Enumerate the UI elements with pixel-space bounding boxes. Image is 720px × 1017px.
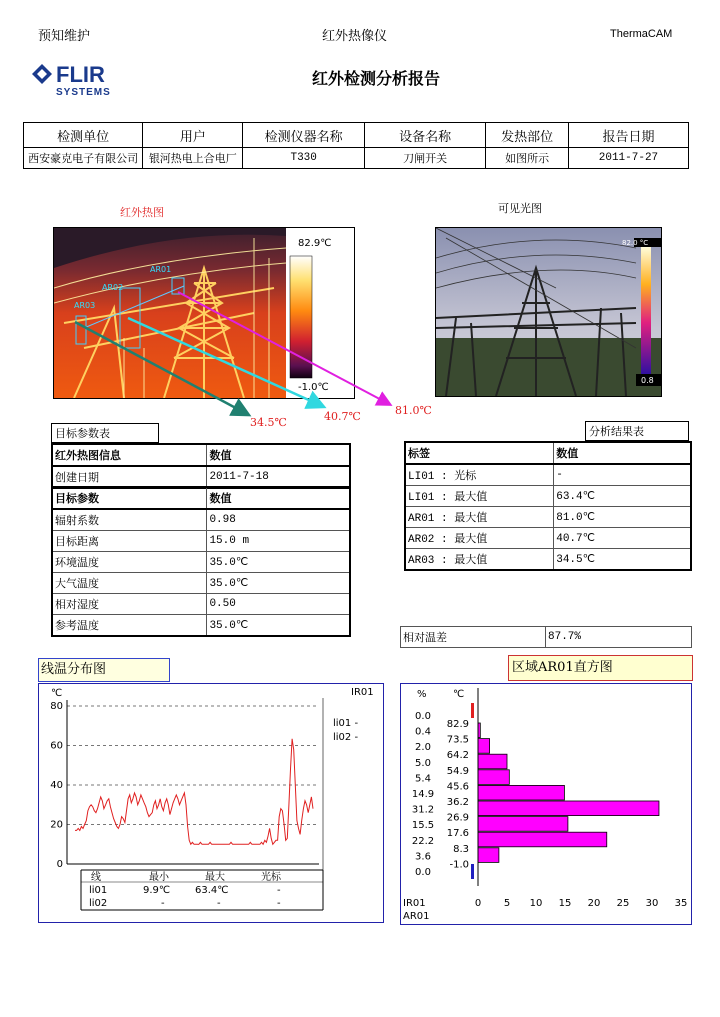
info-value-cell: 如图所示 (486, 148, 569, 169)
ir-label-ar01: AR01 (150, 265, 172, 274)
histogram-temp-label: 45.6 (446, 781, 469, 793)
results-cell: AR02 : 最大值 (405, 528, 554, 549)
params2-row (52, 531, 350, 552)
visible-light-picture (436, 228, 661, 396)
histogram-xticks (475, 898, 688, 909)
ir-label-ar02: AR02 (102, 283, 124, 292)
stats-cell: - (277, 885, 281, 896)
stats-cell: li02 (89, 898, 108, 909)
stats-cell: 63.4℃ (195, 885, 229, 896)
params2-row (52, 615, 350, 637)
histogram-pct-label: 3.6 (415, 851, 431, 863)
arrow-ar03 (75, 322, 247, 414)
line-chart-ir-label: IR01 (351, 687, 374, 698)
line-chart-ytick: 40 (50, 780, 63, 791)
histogram-xtick: 5 (503, 898, 511, 909)
histogram-temp-labels (447, 719, 469, 870)
stats-header: 线 (91, 872, 101, 883)
histogram-bar (478, 770, 509, 785)
histogram-pct-label: 0.0 (415, 867, 431, 878)
histogram-pct-label: 31.2 (411, 804, 435, 816)
ir-scale-max: 82.9℃ (298, 238, 332, 249)
params2-cell: 参考温度 (52, 615, 207, 637)
stats-cell: 9.9℃ (143, 885, 171, 896)
stats-header: 最小 (149, 872, 169, 883)
info-value-cell: 西安豪克电子有限公司 (24, 148, 143, 169)
histogram-temp-label: 82.9 (446, 719, 469, 730)
histogram-bar (478, 739, 490, 754)
params1-cell: 数值 (207, 444, 350, 466)
params-table-1-body (52, 444, 350, 488)
histogram-xtick: 25 (616, 898, 630, 909)
params2-cell: 15.0 m (207, 531, 350, 552)
histogram-xtick: 10 (529, 898, 543, 909)
histogram-footer-ir: IR01 (403, 898, 426, 909)
histogram-temp-label: 64.2 (446, 750, 469, 762)
results-cell: 40.7℃ (554, 528, 691, 549)
svg-text:SYSTEMS: SYSTEMS (56, 87, 111, 98)
histogram-frame (400, 683, 692, 925)
histogram-temp-label: 54.9 (446, 765, 469, 777)
results-cell: - (554, 464, 691, 486)
relative-diff-table (400, 626, 692, 648)
results-row (405, 464, 691, 486)
info-header-cell: 用户 (143, 123, 243, 148)
page-title: 红外检测分析报告 (312, 69, 441, 88)
results-cell: LI01 : 最大值 (405, 486, 554, 507)
histogram-pct-label: 2.0 (415, 742, 431, 754)
ir-image-caption: 红外热图 (120, 206, 164, 219)
params2-row (52, 487, 350, 509)
results-cell: 标签 (405, 442, 554, 464)
histogram-xtick: 30 (645, 898, 659, 909)
params2-row (52, 552, 350, 573)
histogram-bars (478, 723, 659, 862)
line-chart-ytick: 0 (56, 859, 63, 870)
visible-scale-min: 0.8 (641, 376, 654, 385)
results-box-title: 分析结果表 (585, 421, 689, 441)
params2-cell: 35.0℃ (207, 573, 350, 594)
histogram-pct-labels (412, 711, 434, 878)
header-left: 预知维护 (38, 29, 91, 44)
params-table-2-body (52, 487, 350, 636)
info-header-cell: 设备名称 (365, 123, 486, 148)
params-table-2 (51, 486, 351, 637)
line-chart-ytick: 60 (50, 740, 63, 752)
visible-light-image (435, 227, 662, 397)
params1-cell: 2011-7-18 (207, 466, 350, 488)
line-chart-grid (67, 700, 319, 864)
line-chart-yticks (50, 701, 63, 870)
histogram-xtick: 35 (674, 898, 688, 909)
info-value-cell: T330 (243, 148, 365, 169)
results-row (405, 528, 691, 549)
histogram-pct-label: 5.4 (415, 773, 431, 785)
relative-diff-value: 87.7% (546, 627, 692, 648)
histogram-xtick: 15 (558, 898, 572, 909)
params-table-1 (51, 443, 351, 489)
info-header-cell: 发热部位 (486, 123, 569, 148)
histogram-svg (401, 684, 691, 924)
params1-cell: 红外热图信息 (52, 444, 207, 466)
histogram-pct-label: 5.0 (415, 757, 431, 769)
stats-header: 最大 (205, 872, 225, 883)
params2-row (52, 573, 350, 594)
histogram-temp-label: -1.0 (449, 859, 469, 871)
results-row (405, 442, 691, 464)
stats-cell: - (217, 898, 221, 909)
line-chart-svg (39, 684, 383, 922)
stats-cell: li01 (89, 885, 108, 896)
histogram-min-marker (471, 864, 474, 879)
histogram-temp-label: 36.2 (446, 797, 469, 808)
header-right: ThermaCAM (610, 28, 673, 40)
histogram-xtick: 20 (587, 898, 601, 909)
histogram-pct-label: 15.5 (411, 820, 435, 832)
params2-cell: 0.98 (207, 509, 350, 531)
visible-image-caption: 可见光图 (498, 202, 542, 215)
histogram-bar (478, 848, 499, 863)
histogram-bar (478, 785, 564, 800)
line-chart-title: 线温分布图 (38, 658, 170, 682)
histogram-pct-label: 0.0 (415, 711, 431, 722)
results-table-body (405, 442, 691, 570)
line-chart-legend-li02: li02 - (333, 732, 359, 743)
histogram-xtick: 0 (474, 898, 482, 909)
relative-diff-row (401, 627, 692, 648)
line-chart-ytick: 80 (50, 701, 63, 712)
results-cell: AR03 : 最大值 (405, 549, 554, 571)
histogram-footer-ar: AR01 (403, 911, 430, 922)
histogram-temp-label: 73.5 (446, 734, 469, 746)
histogram-bar (478, 801, 659, 816)
info-value-cell: 刀闸开关 (365, 148, 486, 169)
line-chart-stats (81, 870, 323, 910)
relative-diff-label: 相对温差 (401, 627, 546, 648)
params2-cell: 35.0℃ (207, 552, 350, 573)
line-chart-ytick: 20 (50, 819, 63, 831)
params1-cell: 创建日期 (52, 466, 207, 488)
results-cell: AR01 : 最大值 (405, 507, 554, 528)
info-value-cell: 银河热电上合电厂 (143, 148, 243, 169)
results-cell: 81.0℃ (554, 507, 691, 528)
header-center: 红外热像仪 (322, 29, 388, 44)
callout-ar03-temp: 34.5℃ (250, 416, 287, 429)
results-row (405, 549, 691, 571)
params2-cell: 35.0℃ (207, 615, 350, 637)
histogram-temp-label: 26.9 (446, 812, 469, 824)
histogram-max-marker (471, 703, 474, 718)
results-row (405, 486, 691, 507)
ir-label-ar03: AR03 (74, 301, 96, 310)
info-header-cell: 检测单位 (24, 123, 143, 148)
params2-row (52, 509, 350, 531)
histogram-unit-pct: % (417, 689, 427, 700)
histogram-unit-temp: ℃ (453, 689, 465, 700)
params2-cell: 0.50 (207, 594, 350, 615)
params2-cell: 相对湿度 (52, 594, 207, 615)
histogram-bar (478, 754, 507, 769)
results-row (405, 507, 691, 528)
results-table (404, 441, 692, 571)
results-cell: 数值 (554, 442, 691, 464)
params2-row (52, 594, 350, 615)
params2-cell: 目标距离 (52, 531, 207, 552)
histogram-title: 区域AR01直方图 (508, 655, 693, 681)
stats-cell: - (277, 898, 281, 909)
histogram-temp-label: 17.6 (446, 828, 469, 840)
results-cell: 63.4℃ (554, 486, 691, 507)
ir-scale-min: -1.0℃ (298, 382, 329, 393)
histogram-pct-label: 14.9 (411, 789, 435, 800)
results-cell: LI01 : 光标 (405, 464, 554, 486)
line-chart-series-li01 (75, 739, 313, 845)
params2-cell: 辐射系数 (52, 509, 207, 531)
line-chart-frame (38, 683, 384, 923)
params1-row (52, 466, 350, 488)
callout-ar01-temp: 81.0℃ (395, 404, 432, 417)
params2-cell: 数值 (207, 487, 350, 509)
line-chart-legend-li01: li01 - (333, 718, 359, 729)
info-header-cell: 报告日期 (568, 123, 688, 148)
line-chart-unit: ℃ (51, 688, 63, 699)
params2-cell: 大气温度 (52, 573, 207, 594)
visible-scale-max: 82.0 °C (622, 239, 649, 247)
params-box-title: 目标参数表 (51, 423, 159, 443)
histogram-temp-label: 8.3 (453, 843, 469, 855)
histogram-bar (478, 832, 607, 847)
histogram-pct-label: 22.2 (411, 835, 435, 847)
stats-cell: - (161, 898, 165, 909)
callout-ar02-temp: 40.7℃ (324, 410, 361, 423)
stats-header: 光标 (261, 872, 281, 883)
svg-text:FLIR: FLIR (56, 62, 105, 87)
results-cell: 34.5℃ (554, 549, 691, 571)
info-value-cell: 2011-7-27 (568, 148, 688, 169)
histogram-bar (478, 817, 568, 832)
arrow-ar02 (128, 318, 322, 406)
params2-cell: 目标参数 (52, 487, 207, 509)
histogram-pct-label: 0.4 (415, 726, 431, 738)
params1-row (52, 444, 350, 466)
info-header-cell: 检测仪器名称 (243, 123, 365, 148)
params2-cell: 环境温度 (52, 552, 207, 573)
